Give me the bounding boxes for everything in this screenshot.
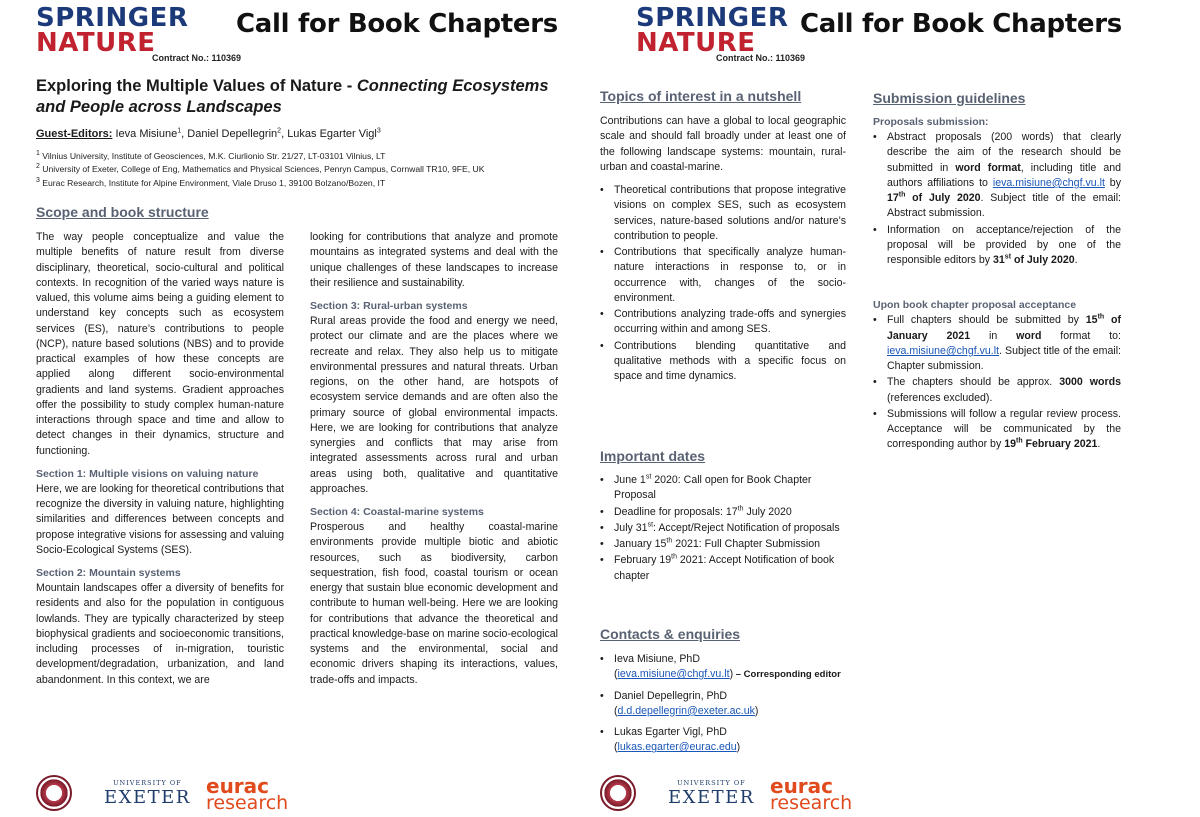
text: . (1074, 254, 1078, 267)
bold-text: 15 (1085, 314, 1098, 327)
date-text: July 31 (614, 521, 648, 534)
research-text: research (770, 792, 853, 814)
section-3-text: Rural areas provide the food and energy we need, protect our climate and are the places where we recreate and relax. They also help us to mitigate environmental pressures and natural threats. Urban regions, on the other hand, are hotspots of ecosystem service demands and are often also the primary source of global environmental impacts. Here, we are looking for contributions that analyze synergies and conflicts that may arise from integrated assessments across rural and urban areas using both, qualitative and quantitative approaches. (310, 315, 558, 495)
text: , including title and authors affiliations to (887, 161, 1121, 189)
section-3-title: Section 3: Rural-urban systems (310, 300, 468, 312)
affiliations (36, 150, 484, 190)
logo-springer: SPRINGER (636, 3, 789, 33)
section-1-text: Here, we are looking for theoretical contributions that recognize the diversity in valuing nature, highlighting similarities and differences between concepts and propose integrative visions for assessing and valuing Socio-Ecological Systems (SES). (36, 482, 284, 556)
page-right (600, 0, 1200, 817)
affiliation-sup: 1 (36, 150, 40, 158)
affiliation-text: Vilnius University, Institute of Geosciences, M.K. Ciurlionio Str. 21/27, LT-03101 Vilnius, LT (42, 151, 386, 161)
list-item (600, 473, 846, 504)
date-sup: th (1097, 313, 1105, 321)
text: Information on acceptance/rejection of the proposal will be provided by one of the responsible editors by (887, 223, 1121, 267)
section-2-title: Section 2: Mountain systems (36, 567, 181, 580)
dates-list (600, 473, 846, 584)
affiliation-text: Eurac Research, Institute for Alpine Environment, Viale Druso 1, 39100 Bolzano/Bozen, IT (42, 177, 386, 188)
date-text: Deadline for proposals: 17 (614, 505, 738, 518)
exeter-big-text: EXETER (668, 787, 755, 808)
guest-editors-label: Guest-Editors: (36, 128, 113, 140)
section-4-title: Section 4: Coastal-marine systems (310, 506, 484, 519)
text: Full chapters should be submitted by (887, 314, 1086, 327)
text: . Subject title of the email: Abstract submission. (887, 192, 1121, 220)
list-item: • Contributions blending quantitative and qualitative methods with a specific focus on space and time dynamics. (600, 339, 846, 385)
list-item (873, 375, 1121, 406)
contract-number: Contract No.: 110369 (716, 53, 806, 63)
bold-text: of July 2020 (1011, 254, 1075, 267)
logo-nature: NATURE (36, 28, 156, 59)
contact-name: Lukas Egarter Vigl, PhD (614, 726, 727, 738)
book-title (36, 76, 566, 119)
footer-logos (36, 775, 336, 815)
eurac-logo (206, 774, 289, 814)
logo-nature: NATURE (636, 28, 756, 59)
list-item (600, 521, 846, 536)
bold-text: 19 (1004, 438, 1016, 451)
topics-column (600, 114, 846, 385)
affiliation-text: University of Exeter, College of Eng, Mathematics and Physical Sciences, Penryn Campus, Cornwall TR10, 9FE, UK (42, 164, 485, 175)
acceptance-list (873, 313, 1121, 452)
contact-note: – Corresponding editor (733, 669, 841, 681)
list-item (600, 537, 846, 552)
submission-column (873, 115, 1121, 454)
vilnius-university-seal-icon (36, 775, 72, 811)
contact-name: Daniel Depellegrin, PhD (614, 689, 728, 702)
list-item: • Contributions that specifically analyze human-nature interactions in response to, or in occurrence with, changes of the socio-environment. (600, 245, 846, 306)
contacts-column (600, 652, 856, 757)
date-text: 2021: Accept Notification of book chapter (614, 554, 835, 582)
date-sup: th (666, 537, 673, 545)
page-title: Call for Book Chapters (236, 9, 558, 39)
logo-springer: SPRINGER (36, 3, 189, 33)
proposals-title: Proposals submission: (873, 116, 989, 128)
exeter-logo (668, 779, 755, 808)
editor-name: Daniel Depellegrin (187, 128, 278, 140)
eurac-text: eurac (770, 774, 834, 798)
bold-text: word (1016, 329, 1042, 342)
text: (references excluded). (887, 391, 993, 404)
list-item: • Contributions analyzing trade-offs and synergies occurring within and among SES. (600, 307, 846, 338)
footer-logos (600, 775, 900, 815)
section-2-text-a: Mountain landscapes offer a diversity of benefits for residents and also for the population in contiguous lowlands. They are typically characterized by steep biophysical gradients and socioeconomic transitions, including processes of in-migration, touristic development/degradation, urbanization, and land abandonment. In this context, we are (36, 582, 284, 686)
exeter-small-text: UNIVERSITY OF (113, 779, 182, 787)
contact-email-link[interactable]: ieva.misiune@chgf.vu.lt (617, 668, 730, 681)
affiliation-item (36, 163, 484, 176)
list-item: • Theoretical contributions that propose integrative visions on complex SES, such as ecosystem services, nature-based solutions and/or nature’s contribution to people. (600, 183, 846, 244)
date-sup: th (898, 191, 906, 199)
affiliation-sup: 3 (36, 176, 40, 184)
topics-intro: Contributions can have a global to local geographic scale and should fall broadly under at least one of the following landscape systems: mountain, rural-urban and coastal-marine. (600, 115, 846, 173)
exeter-small-text: UNIVERSITY OF (677, 779, 746, 787)
contact-item: • Lukas Egarter Vigl, PhD (lukas.egarter@eurac.edu) (600, 725, 856, 756)
text: by (1104, 176, 1121, 189)
section-4-text: Prosperous and healthy coastal-marine environments provide multiple biotic and abiotic resources, such as biodiversity, carbon sequestration, fish food, coastal tourism or ocean energy that sustain blue economic development and contribute to human well-being. Here we are looking for contributions that advance the theoretical and practical knowledge-base on marine socio-ecological systems and the environmental, social and economic drivers shaping its interactions, values, trade-offs and impacts. (310, 521, 558, 686)
date-text: : Accept/Reject Notification of proposals (653, 521, 840, 534)
contact-name: Ieva Misiune, PhD (614, 653, 700, 665)
text: format to: (1041, 329, 1121, 342)
date-sup: st (647, 521, 654, 529)
list-item (873, 313, 1121, 374)
bold-text: 3000 words (1059, 376, 1121, 389)
contact-email-link[interactable]: lukas.egarter@eurac.edu (617, 741, 737, 754)
topics-heading: Topics of interest in a nutshell (600, 88, 802, 104)
text: in (970, 329, 1017, 342)
submission-email-link[interactable]: ieva.misiune@chgf.vu.lt (992, 176, 1105, 189)
book-title-regular: Exploring the Multiple Values of Nature - (36, 77, 357, 95)
date-text: February 19 (614, 554, 672, 567)
bold-text: February 2021 (1022, 438, 1098, 451)
list-item (873, 407, 1121, 453)
acceptance-title: Upon book chapter proposal acceptance (873, 299, 1077, 312)
eurac-text: eurac (206, 774, 270, 798)
editor-sup: 1 (177, 127, 182, 135)
list-item (600, 505, 846, 520)
eurac-logo (770, 774, 853, 814)
text: Submissions will follow a regular review process. Acceptance will be communicated by the corresponding author by (887, 407, 1121, 451)
scope-column-1 (36, 230, 284, 688)
contact-item: • Daniel Depellegrin, PhD (d.d.depellegrin@exeter.ac.uk) (600, 689, 856, 720)
date-sup: th (1016, 437, 1023, 445)
book-title-italic: Connecting Ecosystems and People across Landscapes (36, 77, 549, 117)
contact-email-link[interactable]: d.d.depellegrin@exeter.ac.uk (617, 704, 755, 717)
dates-column (600, 473, 846, 585)
scope-intro: The way people conceptualize and value the multiple benefits of nature result from diverse disciplinary, theoretical, socio-cultural and political contexts. In recognition of the varied ways nature is valued, this volume aims being a guiding element to understand key concepts such as ecosystem services (ES), nature’s contributions to people (NCP), nature based solutions (NBS) and to provide practical examples of how these concepts are applied along different socio-environmental gradients and land systems. Gradient approaches offer the possibility to study complex human-nature interactions through space and time and allow to detect changes in their dynamics, structure and functioning. (36, 231, 284, 457)
dates-heading: Important dates (600, 448, 706, 464)
date-sup: th (671, 553, 677, 561)
springer-nature-logo (636, 3, 789, 59)
page-title: Call for Book Chapters (800, 9, 1122, 39)
date-sup: th (737, 504, 744, 512)
bold-text: word format (955, 161, 1021, 174)
text: The chapters should be approx. (887, 376, 1060, 389)
date-text: June 1 (614, 474, 646, 486)
editor-name: Ieva Misiune (115, 128, 178, 140)
date-sup: st (645, 473, 652, 481)
scope-column-2 (310, 230, 558, 688)
date-text: July 2020 (743, 505, 792, 518)
list-item (873, 223, 1121, 269)
date-text: January 15 (614, 538, 667, 550)
bold-text: 17 (887, 192, 899, 205)
date-text: 2020: Call open for Book Chapter Proposal (614, 474, 812, 502)
editor-sup: 3 (376, 127, 381, 135)
bold-text: 31 (993, 254, 1005, 267)
editor-name: Lukas Egarter Vigl (287, 128, 377, 140)
text: . (1097, 438, 1101, 451)
text: . Subject title of the email: Chapter submission. (887, 344, 1121, 373)
bold-text: of July 2020 (905, 192, 981, 205)
list-item (873, 130, 1121, 222)
proposals-list (873, 130, 1121, 268)
exeter-logo (104, 779, 191, 808)
scope-heading: Scope and book structure (36, 204, 209, 220)
contact-item: • Ieva Misiune, PhD (ieva.misiune@chgf.vu.lt) – Corresponding editor (600, 652, 856, 683)
section-1-title: Section 1: Multiple visions on valuing nature (36, 467, 259, 480)
guest-editors: Guest-Editors: Ieva Misiune$^1$, Daniel Depellegrin$^2$, Lukas Egarter Vigl$^3$ (36, 127, 381, 140)
contacts-heading: Contacts & enquiries (600, 626, 741, 642)
contract-number: Contract No.: 110369 (152, 53, 242, 63)
text: Abstract proposals (200 words) that clearly describe the aim of the research should be submitted in (887, 131, 1121, 174)
date-text: 2021: Full Chapter Submission (672, 538, 821, 550)
section-2-text-b: looking for contributions that analyze and promote mountains as integrated systems and deal with the unique challenges of these landscapes to increase their resilience and sustainability. (310, 231, 558, 289)
research-text: research (206, 792, 289, 814)
exeter-big-text: EXETER (104, 787, 191, 808)
bold-text: of January 2021 (887, 314, 1121, 342)
editor-sup: 2 (277, 127, 282, 135)
affiliation-item (36, 177, 484, 190)
date-sup: st (1004, 253, 1012, 261)
affiliation-item (36, 150, 484, 163)
contacts-list (600, 652, 856, 756)
topics-list (600, 183, 846, 384)
submission-email-link[interactable]: ieva.misiune@chgf.vu.lt (887, 344, 1000, 357)
springer-nature-logo (36, 3, 189, 59)
vilnius-university-seal-icon (600, 775, 636, 811)
affiliation-sup: 2 (36, 163, 40, 171)
list-item (600, 553, 846, 584)
submission-heading: Submission guidelines (873, 90, 1026, 106)
